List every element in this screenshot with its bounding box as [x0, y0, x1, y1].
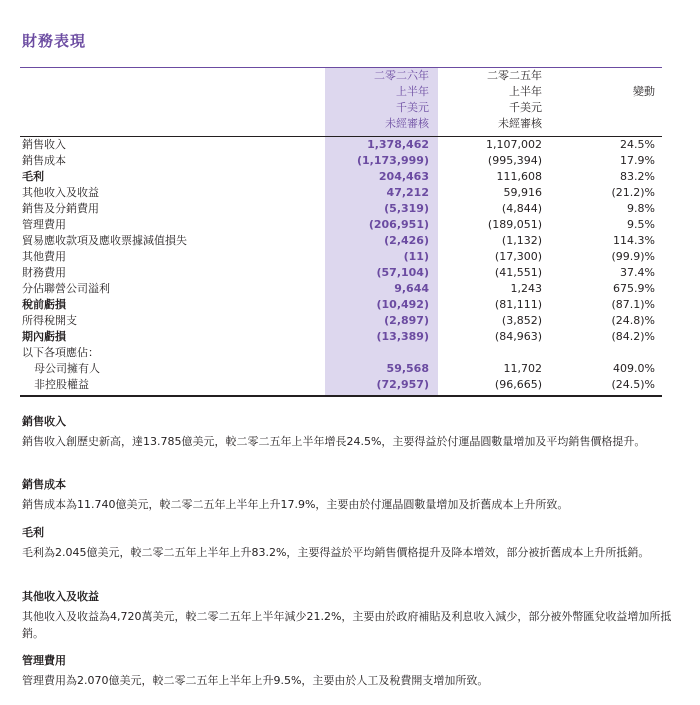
section-text: 其他收入及收益為4,720萬美元，較二零二五年上半年減少21.2%，主要由於政府補貼及利息收入減少，部分被外幣匯兌收益增加所抵銷。: [22, 610, 672, 640]
section-heading: 毛利: [22, 526, 44, 539]
value-2025: (3,852): [501, 314, 542, 327]
column-header-line: 千美元: [509, 101, 542, 114]
column-header-line: 未經審核: [385, 117, 429, 130]
row-label: 銷售成本: [22, 154, 66, 167]
column-header-2026h1: [325, 68, 429, 132]
column-header-line: 上半年: [396, 85, 429, 98]
value-2025: (995,394): [487, 154, 542, 167]
section-heading: 銷售成本: [22, 478, 66, 491]
table-row: [20, 137, 662, 153]
value-2025: (1,132): [501, 234, 542, 247]
value-2025: (81,111): [494, 298, 542, 311]
value-2025: (189,051): [487, 218, 542, 231]
column-header-line: 變動: [633, 85, 655, 98]
value-change: (99.9)%: [611, 250, 655, 263]
value-change: 9.5%: [627, 218, 655, 231]
value-2026: (72,957): [376, 378, 429, 391]
value-2026: 59,568: [386, 362, 429, 375]
row-label: 其他收入及收益: [22, 186, 99, 199]
section-gross-profit: [22, 525, 672, 561]
column-header-line: 未經審核: [498, 117, 542, 130]
table-row: [20, 217, 662, 233]
value-2026: (5,319): [384, 202, 429, 215]
value-2025: 59,916: [503, 186, 542, 199]
value-2026: 1,378,462: [367, 138, 429, 151]
row-label: 非控股權益: [34, 378, 89, 391]
value-change: (84.2)%: [611, 330, 655, 343]
row-label: 管理費用: [22, 218, 66, 231]
table-row: [20, 201, 662, 217]
section-other-income: [22, 589, 672, 642]
page-title: 財務表現: [22, 32, 87, 50]
value-change: (24.8)%: [611, 314, 655, 327]
table-row: [20, 313, 662, 329]
table-row: [20, 249, 662, 265]
value-2026: (2,426): [384, 234, 429, 247]
section-heading: 管理費用: [22, 654, 66, 667]
section-cost-of-sales: [22, 477, 672, 513]
value-2026: (2,897): [384, 314, 429, 327]
table-row: [20, 169, 662, 185]
value-change: (21.2)%: [611, 186, 655, 199]
row-label: 期內虧損: [22, 330, 66, 343]
table-row: [20, 281, 662, 297]
row-label: 銷售及分銷費用: [22, 202, 99, 215]
row-label: 母公司擁有人: [34, 362, 100, 375]
table-row: [20, 153, 662, 169]
column-header-line: 上半年: [509, 85, 542, 98]
table-row: [20, 233, 662, 249]
table-row: [20, 297, 662, 313]
section-heading: 銷售收入: [22, 415, 66, 428]
section-heading: 其他收入及收益: [22, 590, 99, 603]
row-label: 所得稅開支: [22, 314, 77, 327]
value-change: 9.8%: [627, 202, 655, 215]
value-change: (24.5)%: [611, 378, 655, 391]
section-text: 銷售收入創歷史新高，達13.785億美元，較二零二五年上半年增長24.5%，主要得益於付運晶圓數量增加及平均銷售價格提升。: [22, 435, 646, 448]
value-change: 409.0%: [613, 362, 655, 375]
row-label: 稅前虧損: [22, 298, 66, 311]
section-text: 毛利為2.045億美元，較二零二五年上半年上升83.2%，主要得益於平均銷售價格提升及降本增效，部分被折舊成本上升所抵銷。: [22, 546, 650, 559]
value-2025: (41,551): [494, 266, 542, 279]
section-revenue: [22, 414, 672, 450]
value-2026: (206,951): [368, 218, 429, 231]
row-label: 財務費用: [22, 266, 66, 279]
table-row: [20, 377, 662, 393]
value-change: 83.2%: [620, 170, 655, 183]
value-2025: (17,300): [494, 250, 542, 263]
value-change: 37.4%: [620, 266, 655, 279]
table-row: [20, 361, 662, 377]
value-change: 675.9%: [613, 282, 655, 295]
value-2025: (84,963): [494, 330, 542, 343]
value-2026: 204,463: [378, 170, 429, 183]
section-text: 管理費用為2.070億美元，較二零二五年上半年上升9.5%，主要由於人工及稅費開支增加所致。: [22, 674, 489, 687]
financial-table-body: [20, 137, 662, 393]
value-2026: (11): [403, 250, 429, 263]
value-2025: 1,107,002: [486, 138, 542, 151]
value-2025: 11,702: [503, 362, 542, 375]
value-change: 24.5%: [620, 138, 655, 151]
row-label: 銷售收入: [22, 138, 66, 151]
column-header-line: 千美元: [396, 101, 429, 114]
row-label: 分佔聯營公司溢利: [22, 282, 110, 295]
row-label: 其他費用: [22, 250, 66, 263]
row-label: 以下各項應佔：: [22, 346, 99, 359]
table-row: [20, 329, 662, 345]
value-2025: (4,844): [501, 202, 542, 215]
table-row: [20, 345, 662, 361]
column-header-change: [545, 68, 655, 100]
value-2026: (13,389): [376, 330, 429, 343]
value-2025: 111,608: [496, 170, 542, 183]
value-change: (87.1)%: [611, 298, 655, 311]
value-2025: (96,665): [494, 378, 542, 391]
table-row: [20, 185, 662, 201]
row-label: 毛利: [22, 170, 44, 183]
value-2026: 47,212: [386, 186, 429, 199]
column-header-line: 二零二六年: [374, 69, 429, 82]
section-text: 銷售成本為11.740億美元，較二零二五年上半年上升17.9%，主要由於付運晶圓數量增加及折舊成本上升所致。: [22, 498, 569, 511]
section-admin-expenses: [22, 653, 672, 689]
column-header-line: 二零二五年: [487, 69, 542, 82]
value-change: 114.3%: [613, 234, 655, 247]
value-2026: (57,104): [376, 266, 429, 279]
value-2026: 9,644: [394, 282, 429, 295]
value-2026: (10,492): [376, 298, 429, 311]
value-2026: (1,173,999): [357, 154, 429, 167]
column-header-2025h1: [438, 68, 542, 132]
value-2025: 1,243: [510, 282, 542, 295]
value-change: 17.9%: [620, 154, 655, 167]
table-row: [20, 265, 662, 281]
row-label: 貿易應收款項及應收票據減值損失: [22, 234, 187, 247]
table-bottom-rule: [20, 395, 662, 397]
